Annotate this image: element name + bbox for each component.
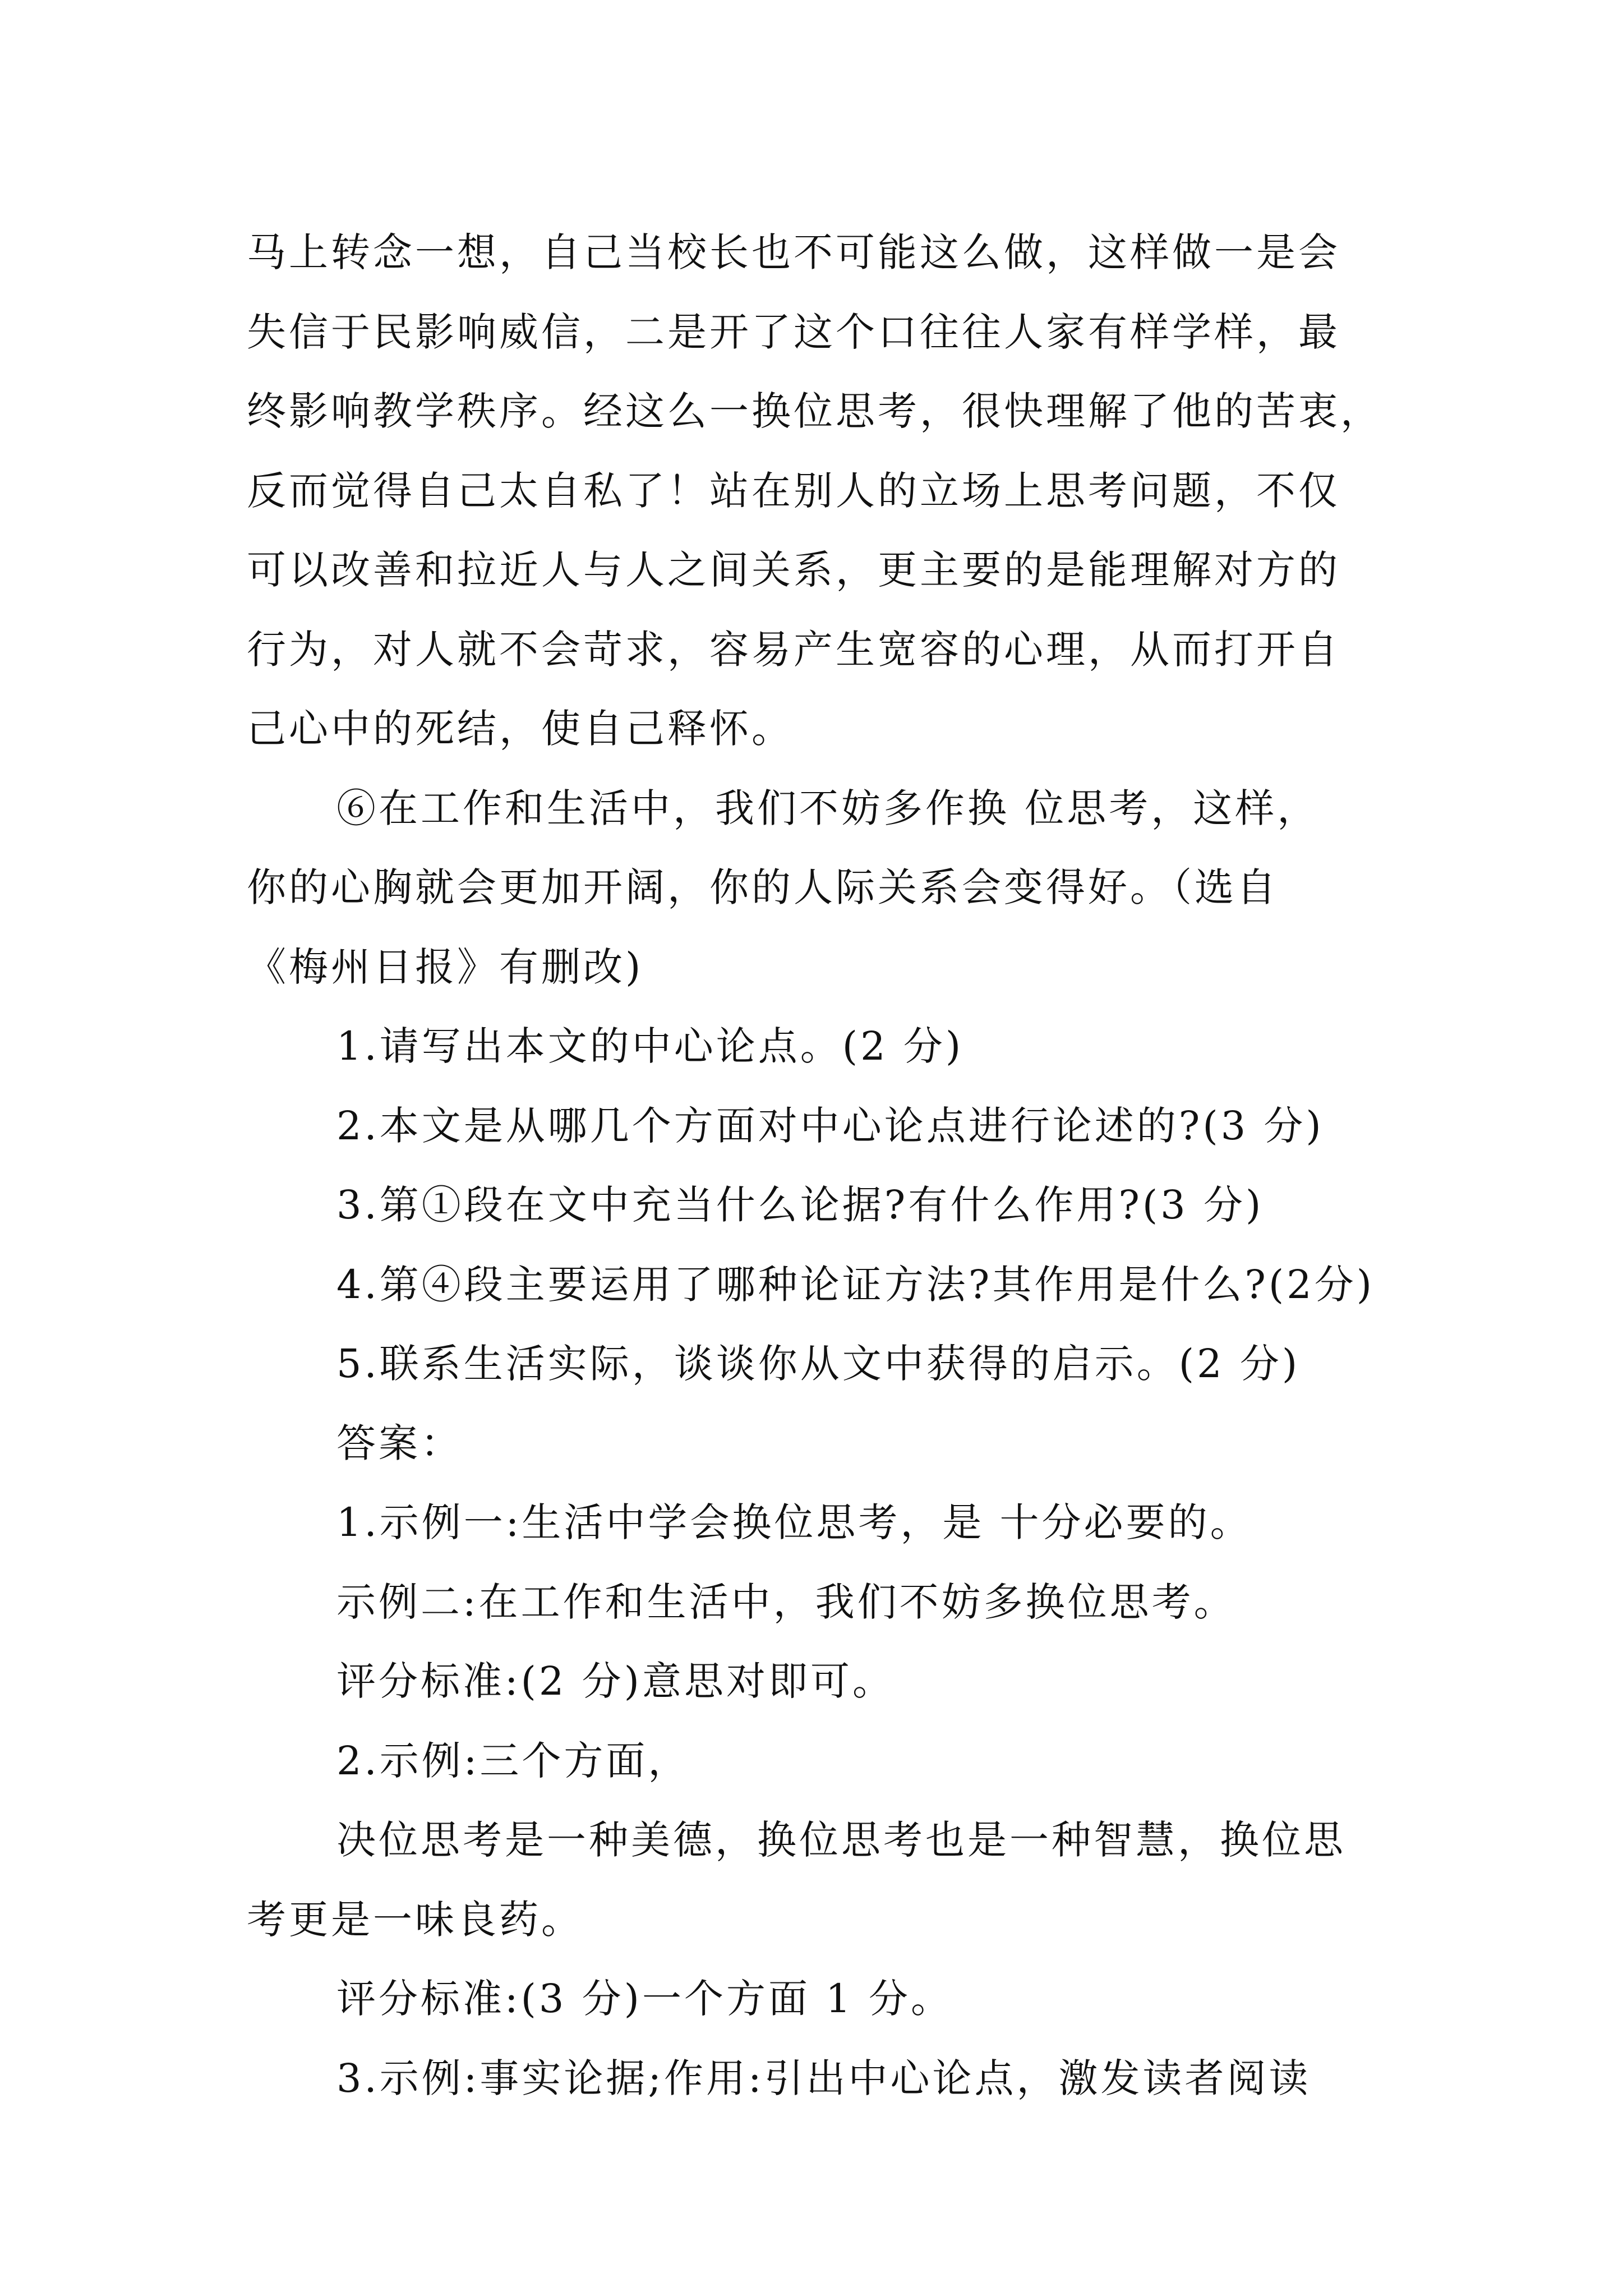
- text-line: 1.请写出本文的中心论点。(2 分): [336, 1023, 964, 1069]
- text-line: 终影响教学秩序。经这么一换位思考，很快理解了他的苦衷，: [247, 388, 1382, 434]
- text-line: 你的心胸就会更加开阔，你的人际关系会变得好。（选自: [247, 864, 1279, 910]
- text-line: 考更是一味良药。: [247, 1896, 583, 1943]
- text-line: 评分标准:(3 分)一个方面 1 分。: [336, 1976, 953, 2022]
- text-line: 2.示例:三个方面，: [336, 1737, 690, 1784]
- text-line: ⑥在工作和生活中，我们不妨多作换 位思考，这样，: [336, 785, 1320, 831]
- text-line: 1.示例一:生活中学会换位思考，是 十分必要的。: [336, 1499, 1252, 1545]
- text-line: 决位思考是一种美德，换位思考也是一种智慧，换位思: [336, 1817, 1346, 1863]
- text-line: 2.本文是从哪几个方面对中心论点进行论述的?(3 分): [336, 1102, 1324, 1149]
- text-line: 答案：: [336, 1420, 463, 1466]
- text-line: 失信于民影响威信，二是开了这个口往往人家有样学样，最: [247, 309, 1340, 355]
- text-line: 可以改善和拉近人与人之间关系，更主要的是能理解对方的: [247, 547, 1340, 593]
- text-line: 4.第④段主要运用了哪种论证方法?其作用是什么?(2分): [336, 1261, 1375, 1308]
- text-line: 5.联系生活实际，谈谈你从文中获得的启示。(2 分): [336, 1341, 1301, 1387]
- text-line: 3.第①段在文中充当什么论据?有什么作用?(3 分): [336, 1182, 1264, 1228]
- text-line: 反而觉得自己太自私了！站在别人的立场上思考问题，不仅: [247, 467, 1340, 514]
- text-line: 己心中的死结，使自己释怀。: [247, 706, 794, 752]
- text-line: 《梅州日报》有删改): [247, 944, 644, 990]
- document-body: [247, 213, 1402, 2118]
- text-line: 马上转念一想，自己当校长也不可能这么做，这样做一是会: [247, 229, 1340, 275]
- text-line: 评分标准:(2 分)意思对即可。: [336, 1658, 895, 1704]
- text-line: 3.示例:事实论据;作用:引出中心论点，激发读者阅读: [336, 2055, 1311, 2101]
- text-line: 行为，对人就不会苛求，容易产生宽容的心理，从而打开自: [247, 626, 1340, 673]
- text-line: 示例二:在工作和生活中，我们不妨多换位思考。: [336, 1579, 1236, 1625]
